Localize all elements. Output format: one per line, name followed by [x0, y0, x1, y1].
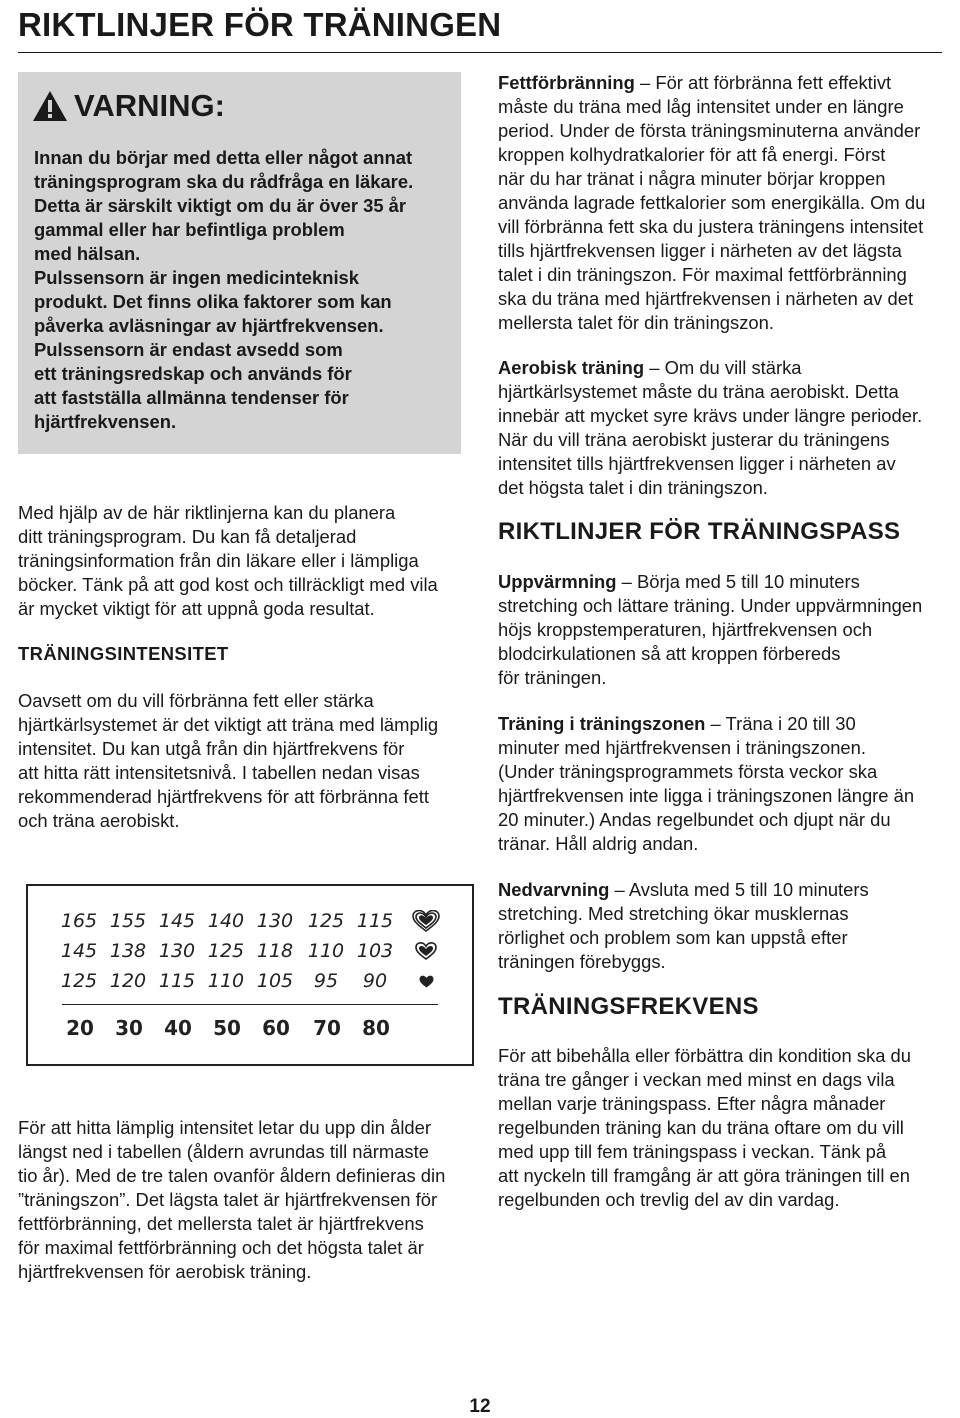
text-line: (Under träningsprogrammets första veckor ska: [498, 761, 878, 782]
text-line: regelbunden träning kan du träna oftare om du vill: [498, 1117, 904, 1138]
text-line: att hitta rätt intensitetsnivå. I tabellen nedan visas: [18, 762, 420, 783]
text-line: för maximal fettförbränning och det högsta talet är: [18, 1237, 424, 1258]
table-cell: 125: [207, 940, 245, 962]
dash: –: [616, 571, 637, 592]
text-line: minuter med hjärtfrekvensen i träningszonen.: [498, 737, 867, 758]
text-span: Träna i 20 till 30: [725, 713, 856, 734]
text-line: och träna aerobiskt.: [18, 810, 180, 831]
text-line: [498, 71, 958, 95]
text-line: att nyckeln till framgång är att göra träningen till en: [498, 1165, 910, 1186]
text-line: ditt träningsprogram. Du kan få detaljerad: [18, 526, 357, 547]
text-line: Med hjälp av de här riktlinjerna kan du planera: [18, 502, 396, 523]
text-line: längst ned i tabellen (åldern avrundas till närmaste: [18, 1141, 429, 1162]
text-span: Avsluta med 5 till 10 minuters: [628, 879, 869, 900]
text-line: hjärtkärlsystemet är det viktigt att träna med lämplig: [18, 714, 439, 735]
warning-line: Pulssensorn är endast avsedd som: [34, 339, 343, 360]
table-cell: 125: [307, 910, 345, 932]
zone-training-term: Träning i träningszonen: [498, 713, 706, 734]
text-line: blodcirkulationen så att kroppen förbereds: [498, 643, 841, 664]
text-line: tio år). Med de tre talen ovanför åldern definieras din: [18, 1165, 446, 1186]
cooldown-paragraph: [498, 878, 958, 974]
text-line: Oavsett om du vill förbränna fett eller stärka: [18, 690, 374, 711]
intensity-paragraph: [18, 689, 478, 833]
warning-line: Pulssensorn är ingen medicinteknisk: [34, 267, 360, 288]
text-line: innebär att mycket syre krävs under längre perioder.: [498, 405, 923, 426]
table-cell: 110: [307, 940, 345, 962]
warmup-paragraph: [498, 570, 958, 690]
text-line: för träningen.: [498, 667, 607, 688]
fat-burn-paragraph: [498, 71, 958, 335]
frequency-paragraph: [498, 1044, 958, 1212]
table-age-cell: 80: [362, 1016, 390, 1040]
table-cell: 110: [207, 970, 245, 992]
dash: –: [634, 72, 656, 93]
text-line: [498, 356, 958, 380]
page-number: 12: [469, 1396, 491, 1417]
text-line: mellersta talet för din träningszon.: [498, 312, 774, 333]
text-line: höjs kroppstemperaturen, hjärtfrekvensen och: [498, 619, 873, 640]
text-line: [498, 570, 958, 594]
text-line: talet i din träningszon. För maximal fettförbränning: [498, 264, 907, 285]
table-cell: 125: [60, 970, 98, 992]
text-line: hjärtkärlsystemet måste du träna aerobiskt. Detta: [498, 381, 899, 402]
warning-heading-text: VARNING:: [74, 88, 225, 123]
text-line: vill förbränna fett ska du justera träningens intensitet: [498, 216, 924, 237]
text-line: träningen förebyggs.: [498, 951, 666, 972]
aerobic-paragraph: [498, 356, 958, 500]
text-line: kroppen kolhydratkalorier för att få energi. Först: [498, 144, 886, 165]
table-cell: 130: [256, 910, 294, 932]
table-age-cell: 70: [313, 1016, 341, 1040]
text-line: hjärtfrekvensen för aerobisk träning.: [18, 1261, 312, 1282]
warning-line: med hälsan.: [34, 243, 141, 264]
warning-text: [34, 146, 454, 434]
dash: –: [609, 879, 629, 900]
table-cell: 90: [362, 970, 388, 992]
text-span: Börja med 5 till 10 minuters: [636, 571, 860, 592]
table-cell: 115: [158, 970, 196, 992]
table-cell: 120: [109, 970, 147, 992]
warning-box: [18, 72, 461, 454]
table-cell: 165: [60, 910, 98, 932]
zone-training-paragraph: [498, 712, 958, 856]
heart-single-icon: [419, 975, 434, 988]
text-line: träningsinformation från din läkare eller i lämpliga: [18, 550, 419, 571]
text-line: hjärtfrekvensen inte ligga i träningszonen längre än: [498, 785, 915, 806]
warning-triangle-icon: [32, 90, 68, 122]
warning-heading: [32, 88, 225, 124]
intro-paragraph: [18, 501, 478, 621]
sessions-heading: RIKTLINJER FÖR TRÄNINGSPASS: [498, 518, 901, 545]
warning-line: gammal eller har befintliga problem: [34, 219, 345, 240]
text-line: det högsta talet i din träningszon.: [498, 477, 768, 498]
table-cell: 95: [313, 970, 339, 992]
text-line: För att hitta lämplig intensitet letar du upp din ålder: [18, 1117, 431, 1138]
text-line: För att bibehålla eller förbättra din kondition ska du: [498, 1045, 912, 1066]
warning-line: att fastställa allmänna tendenser för: [34, 387, 349, 408]
table-cell: 118: [256, 940, 294, 962]
text-line: rekommenderad hjärtfrekvens för att förbränna fett: [18, 786, 429, 807]
warning-line: hjärtfrekvensen.: [34, 411, 177, 432]
text-line: fettförbränning, det mellersta talet är hjärtfrekvens: [18, 1213, 424, 1234]
warning-line: Innan du börjar med detta eller något annat: [34, 147, 413, 168]
text-span: För att förbränna fett effektivt: [655, 72, 892, 93]
table-cell: 155: [109, 910, 147, 932]
text-line: stretching och lättare träning. Under uppvärmningen: [498, 595, 923, 616]
table-cell: 130: [158, 940, 196, 962]
text-line: stretching. Med stretching ökar musklernas: [498, 903, 849, 924]
warning-line: träningsprogram ska du rådfråga en läkare.: [34, 171, 414, 192]
table-age-cell: 60: [262, 1016, 290, 1040]
table-cell: 103: [356, 940, 394, 962]
text-line: 20 minuter.) Andas regelbundet och djupt när du: [498, 809, 891, 830]
text-line: måste du träna med låg intensitet under en längre: [498, 96, 904, 117]
table-age-cell: 30: [115, 1016, 143, 1040]
text-line: tills hjärtfrekvensen ligger i närheten av det lägsta: [498, 240, 902, 261]
dash: –: [644, 357, 665, 378]
warning-line: produkt. Det finns olika faktorer som kan: [34, 291, 392, 312]
page-title: RIKTLINJER FÖR TRÄNINGEN: [18, 6, 502, 43]
table-age-cell: 50: [213, 1016, 241, 1040]
text-line: när du har tränat i några minuter börjar kroppen: [498, 168, 886, 189]
heart-double-icon: [415, 942, 437, 960]
frequency-heading: TRÄNINGSFREKVENS: [498, 993, 759, 1020]
warmup-term: Uppvärmning: [498, 571, 617, 592]
text-line: tränar. Håll aldrig andan.: [498, 833, 699, 854]
warning-line: Detta är särskilt viktigt om du är över 35 år: [34, 195, 407, 216]
fat-burn-term: Fettförbränning: [498, 72, 635, 93]
table-divider: [62, 1004, 438, 1005]
text-line: När du vill träna aerobiskt justerar du träningens: [498, 429, 890, 450]
table-cell: 140: [207, 910, 245, 932]
text-line: ”träningszon”. Det lägsta talet är hjärtfrekvensen för: [18, 1189, 438, 1210]
aerobic-term: Aerobisk träning: [498, 357, 645, 378]
table-cell: 105: [256, 970, 294, 992]
text-line: ska du träna med hjärtfrekvensen i närheten av det: [498, 288, 914, 309]
table-note: [18, 1116, 478, 1284]
text-line: [498, 712, 958, 736]
text-line: är mycket viktigt för att uppnå goda resultat.: [18, 598, 375, 619]
table-age-cell: 40: [164, 1016, 192, 1040]
text-line: använda lagrade fettkalorier som energikälla. Om du: [498, 192, 926, 213]
cooldown-term: Nedvarvning: [498, 879, 610, 900]
text-line: böcker. Tänk på att god kost och tillräckligt med vila: [18, 574, 438, 595]
text-line: period. Under de första träningsminuterna använder: [498, 120, 921, 141]
heart-triple-icon: [412, 910, 440, 932]
text-line: intensitet. Du kan utgå från din hjärtfrekvens för: [18, 738, 405, 759]
text-span: Om du vill stärka: [664, 357, 802, 378]
intensity-heading: TRÄNINGSINTENSITET: [18, 643, 229, 664]
table-cell: 138: [109, 940, 147, 962]
table-cell: 145: [60, 940, 98, 962]
text-line: träna tre gånger i veckan med minst en dags vila: [498, 1069, 895, 1090]
table-cell: 115: [356, 910, 394, 932]
text-line: rörlighet och problem som kan uppstå efter: [498, 927, 848, 948]
text-line: regelbunden och trevlig del av din vardag.: [498, 1189, 840, 1210]
text-line: med upp till fem träningspass i veckan. Tänk på: [498, 1141, 887, 1162]
table-cell: 145: [158, 910, 196, 932]
text-line: intensitet tills hjärtfrekvensen ligger i närheten av: [498, 453, 896, 474]
warning-line: påverka avläsningar av hjärtfrekvensen.: [34, 315, 384, 336]
table-age-cell: 20: [66, 1016, 94, 1040]
text-line: [498, 878, 958, 902]
heart-rate-table: [26, 884, 474, 1066]
text-line: mellan varje träningspass. Efter några månader: [498, 1093, 886, 1114]
warning-line: ett träningsredskap och används för: [34, 363, 352, 384]
title-divider: [18, 52, 942, 53]
dash: –: [705, 713, 726, 734]
